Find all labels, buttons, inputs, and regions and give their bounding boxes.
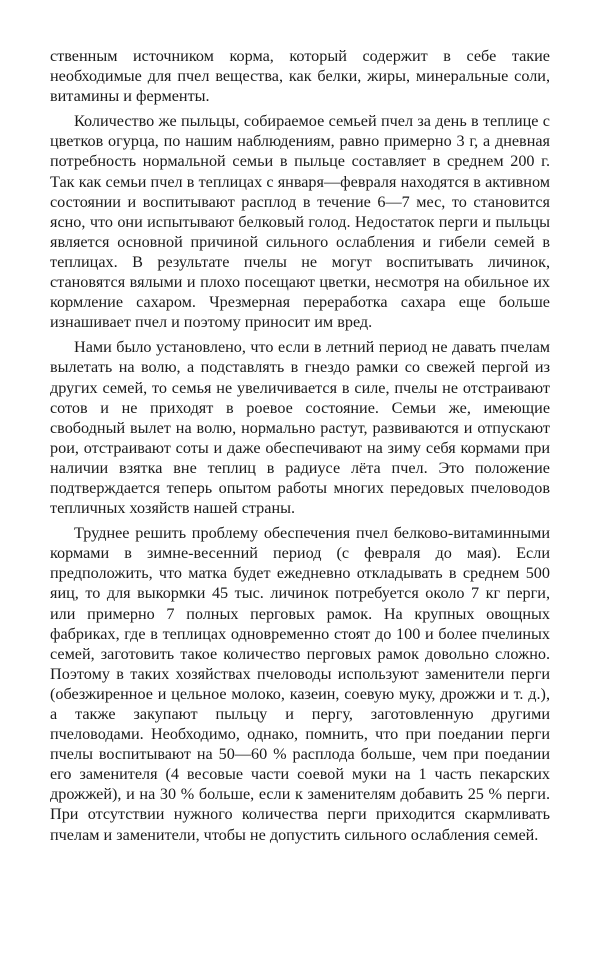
paragraph-winter-feeding: Труднее решить проблему обеспечения пчел белково-витаминными кормами в зимне-весенний период (с февраля до мая). Если предположить, что матка будет ежедневно откладывать в среднем 500 яиц, то для выкормки 45 тыс. личинок потребуется около 7 кг перги, или примерно 7 полных перговых рамок. На крупных овощных фабриках, где в теплицах одновременно стоят до 100 и более пчелиных семей, заготовить такое количество перговых рамок довольно сложно. Поэтому в таких хозяйствах пчеловоды используют заменители перги (обезжиренное и цельное молоко, казеин, соевую муку, дрожжи и т. д.), а также закупают пыльцу и пергу, заготовленную другими пчеловодами. Необходимо, однако, помнить, что при поедании перги пчелы воспитывают на 50—60 % расплода больше, чем при поедании его заменителя (4 весовые части соевой муки на 1 часть пекарских дрожжей), и на 30 % больше, если к заменителям добавить 25 % перги. При отсутствии нужного количества перги приходится скармливать пчелам и заменители, чтобы не допустить сильного ослабления семей. [50,524,550,844]
document-page [50,46,550,850]
paragraph-summer-experiment: Нами было установлено, что если в летний период не давать пчелам вылетать на волю, а подставлять в гнездо рамки со свежей пергой из других семей, то семья не увеличивается в силе, пчелы не отстраивают сотов и не приходят в роевое состояние. Семьи же, имеющие свободный вылет на волю, нормально растут, развиваются и отпускают рои, отстраивают соты и даже обеспечивают на зиму себя кормами при наличии взятка вне теплиц в радиусе лёта пчел. Это положение подтверждается теперь опытом работы многих передовых пчеловодов тепличных хозяйств нашей страны. [50,338,550,518]
paragraph-continuation: ственным источником корма, который содержит в себе такие необходимые для пчел вещества, как белки, жиры, минеральные соли, витамины и ферменты. [50,47,550,106]
paragraph-pollen-quantity: Количество же пыльцы, собираемое семьей пчел за день в теплице с цветков огурца, по нашим наблюдениям, равно примерно 3 г, а дневная потребность нормальной семьи в пыльце составляет в среднем 200 г. Так как семьи пчел в теплицах с января—февраля находятся в активном состоянии и воспитывают расплод в течение 6—7 мес, то становится ясно, что они испытывают белковый голод. Недостаток перги и пыльцы является основной причиной сильного ослабления и гибели семей в теплицах. В результате пчелы не могут воспитывать личинок, становятся вялыми и плохо посещают цветки, несмотря на обильное их кормление сахаром. Чрезмерная переработка сахара еще больше изнашивает пчел и поэтому приносит им вред. [50,112,550,332]
